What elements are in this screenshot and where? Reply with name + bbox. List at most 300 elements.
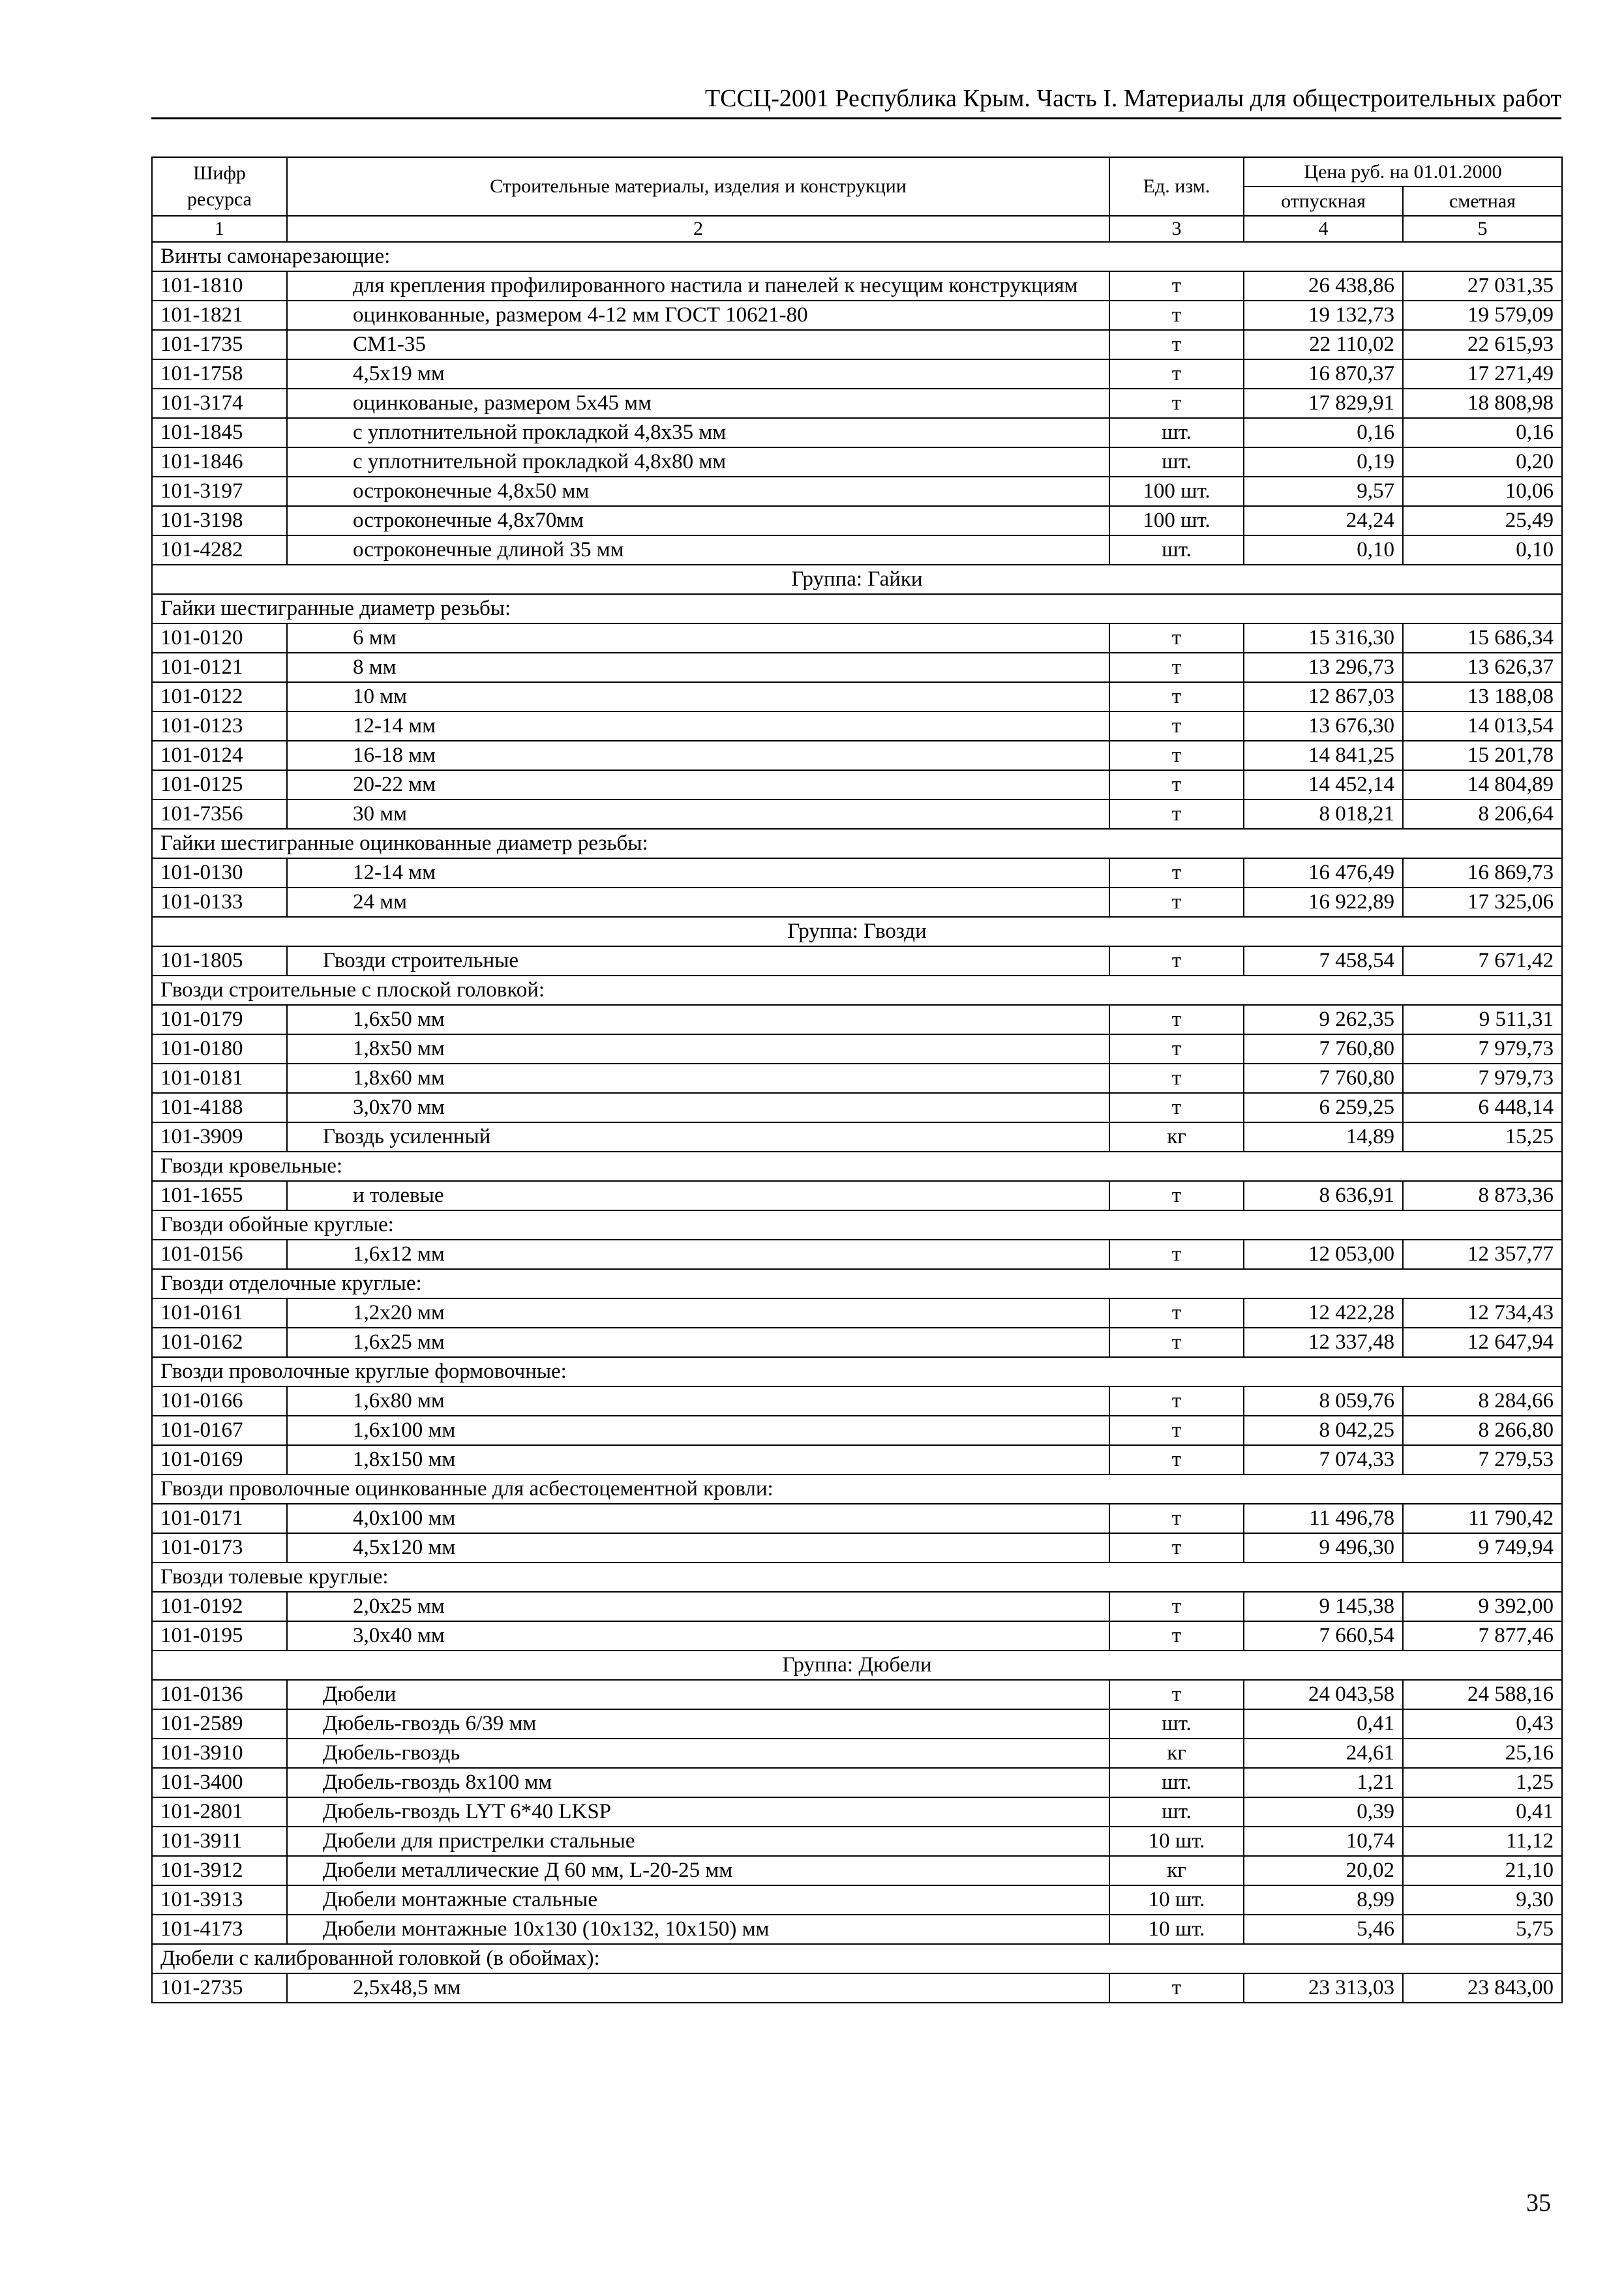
subgroup-title: Гвозди отделочные круглые: [152, 1269, 1562, 1298]
estimate-price: 23 843,00 [1403, 1973, 1562, 2003]
material-name: 1,6х80 мм [287, 1386, 1109, 1416]
release-price: 8 059,76 [1244, 1386, 1403, 1416]
material-name: 2,5х48,5 мм [287, 1973, 1109, 2003]
page-header: ТССЦ-2001 Республика Крым. Часть I. Материалы для общестроительных работ [704, 85, 1561, 112]
table-row [152, 741, 1562, 770]
release-price: 13 676,30 [1244, 711, 1403, 741]
material-name: 10 мм [287, 682, 1109, 711]
unit-cell: 100 шт. [1109, 477, 1244, 506]
estimate-price: 5,75 [1403, 1915, 1562, 1944]
material-name: оцинкованные, размером 4-12 мм ГОСТ 10621-80 [287, 301, 1109, 330]
resource-code: 101-0161 [152, 1298, 287, 1328]
material-name: 1,6х50 мм [287, 1005, 1109, 1034]
resource-code: 101-2735 [152, 1973, 287, 2003]
estimate-price: 10,06 [1403, 477, 1562, 506]
resource-code: 101-0173 [152, 1533, 287, 1563]
resource-code: 101-2589 [152, 1709, 287, 1739]
estimate-price: 8 266,80 [1403, 1416, 1562, 1445]
col-number: 5 [1403, 216, 1562, 242]
unit-cell: 100 шт. [1109, 506, 1244, 535]
release-price: 16 922,89 [1244, 888, 1403, 917]
material-name: 6 мм [287, 623, 1109, 653]
release-price: 14 841,25 [1244, 741, 1403, 770]
resource-code: 101-0122 [152, 682, 287, 711]
table-row [152, 1181, 1562, 1210]
col-header-unit: Ед. изм. [1109, 157, 1244, 216]
release-price: 22 110,02 [1244, 330, 1403, 359]
estimate-price: 12 734,43 [1403, 1298, 1562, 1328]
unit-cell: т [1109, 623, 1244, 653]
material-name: 24 мм [287, 888, 1109, 917]
resource-code: 101-0120 [152, 623, 287, 653]
unit-cell: т [1109, 330, 1244, 359]
table-row [152, 1386, 1562, 1416]
material-name: Дюбели для пристрелки стальные [287, 1827, 1109, 1856]
release-price: 12 337,48 [1244, 1328, 1403, 1357]
table-row [152, 1797, 1562, 1827]
release-price: 6 259,25 [1244, 1093, 1403, 1122]
unit-cell: т [1109, 711, 1244, 741]
table-row [152, 359, 1562, 389]
estimate-price: 12 357,77 [1403, 1240, 1562, 1269]
col-header-release: отпускная [1244, 187, 1403, 216]
subgroup-row [152, 829, 1562, 858]
release-price: 24,61 [1244, 1739, 1403, 1768]
price-table [151, 157, 1563, 2003]
material-name: с уплотнительной прокладкой 4,8х80 мм [287, 447, 1109, 477]
material-name: 20-22 мм [287, 770, 1109, 800]
table-row [152, 1093, 1562, 1122]
unit-cell: т [1109, 741, 1244, 770]
table-row [152, 1122, 1562, 1152]
estimate-price: 25,49 [1403, 506, 1562, 535]
unit-cell: т [1109, 1533, 1244, 1563]
estimate-price: 9 511,31 [1403, 1005, 1562, 1034]
unit-cell: 10 шт. [1109, 1885, 1244, 1915]
unit-cell: кг [1109, 1856, 1244, 1885]
resource-code: 101-0133 [152, 888, 287, 917]
unit-cell: т [1109, 1680, 1244, 1709]
release-price: 9 496,30 [1244, 1533, 1403, 1563]
material-name: остроконечные длиной 35 мм [287, 535, 1109, 565]
subgroup-row [152, 1269, 1562, 1298]
unit-cell: т [1109, 653, 1244, 682]
subgroup-title: Гайки шестигранные диаметр резьбы: [152, 594, 1562, 623]
material-name: 1,8х50 мм [287, 1034, 1109, 1064]
release-price: 1,21 [1244, 1768, 1403, 1797]
estimate-price: 12 647,94 [1403, 1328, 1562, 1357]
subgroup-row [152, 1357, 1562, 1386]
unit-cell: т [1109, 1973, 1244, 2003]
table-row [152, 800, 1562, 829]
resource-code: 101-3909 [152, 1122, 287, 1152]
col-header-price: Цена руб. на 01.01.2000 [1244, 157, 1562, 187]
material-name: 12-14 мм [287, 858, 1109, 888]
estimate-price: 21,10 [1403, 1856, 1562, 1885]
release-price: 20,02 [1244, 1856, 1403, 1885]
subgroup-title: Гвозди строительные с плоской головкой: [152, 976, 1562, 1005]
resource-code: 101-0167 [152, 1416, 287, 1445]
estimate-price: 8 284,66 [1403, 1386, 1562, 1416]
col-number: 3 [1109, 216, 1244, 242]
unit-cell: шт. [1109, 418, 1244, 447]
table-row [152, 1856, 1562, 1885]
release-price: 26 438,86 [1244, 271, 1403, 301]
material-name: Дюбель-гвоздь LYT 6*40 LKSP [287, 1797, 1109, 1827]
release-price: 7 760,80 [1244, 1064, 1403, 1093]
subgroup-row [152, 1210, 1562, 1240]
resource-code: 101-1758 [152, 359, 287, 389]
material-name: 4,0х100 мм [287, 1504, 1109, 1533]
release-price: 9,57 [1244, 477, 1403, 506]
unit-cell: шт. [1109, 447, 1244, 477]
estimate-price: 7 279,53 [1403, 1445, 1562, 1474]
table-row [152, 330, 1562, 359]
subgroup-title: Винты самонарезающие: [152, 242, 1562, 271]
unit-cell: 10 шт. [1109, 1915, 1244, 1944]
resource-code: 101-1655 [152, 1181, 287, 1210]
table-row [152, 271, 1562, 301]
unit-cell: шт. [1109, 1768, 1244, 1797]
estimate-price: 16 869,73 [1403, 858, 1562, 888]
unit-cell: т [1109, 1181, 1244, 1210]
unit-cell: т [1109, 301, 1244, 330]
material-name: Гвоздь усиленный [287, 1122, 1109, 1152]
material-name: 1,2х20 мм [287, 1298, 1109, 1328]
table-row [152, 1592, 1562, 1621]
material-name: 3,0х40 мм [287, 1621, 1109, 1651]
release-price: 8 042,25 [1244, 1416, 1403, 1445]
estimate-price: 13 626,37 [1403, 653, 1562, 682]
table-row [152, 535, 1562, 565]
resource-code: 101-0136 [152, 1680, 287, 1709]
release-price: 24 043,58 [1244, 1680, 1403, 1709]
subgroup-title: Гвозди кровельные: [152, 1152, 1562, 1181]
estimate-price: 24 588,16 [1403, 1680, 1562, 1709]
material-name: остроконечные 4,8х50 мм [287, 477, 1109, 506]
unit-cell: т [1109, 1093, 1244, 1122]
material-name: остроконечные 4,8х70мм [287, 506, 1109, 535]
resource-code: 101-3197 [152, 477, 287, 506]
resource-code: 101-3911 [152, 1827, 287, 1856]
resource-code: 101-0192 [152, 1592, 287, 1621]
release-price: 16 870,37 [1244, 359, 1403, 389]
subgroup-title: Гвозди проволочные круглые формовочные: [152, 1357, 1562, 1386]
material-name: Дюбели металлические Д 60 мм, L-20-25 мм [287, 1856, 1109, 1885]
table-row [152, 1504, 1562, 1533]
material-name: 1,6х100 мм [287, 1416, 1109, 1445]
col-header-code: Шифр ресурса [152, 157, 287, 216]
estimate-price: 9 749,94 [1403, 1533, 1562, 1563]
table-row [152, 682, 1562, 711]
resource-code: 101-0181 [152, 1064, 287, 1093]
table-row [152, 1709, 1562, 1739]
estimate-price: 11,12 [1403, 1827, 1562, 1856]
table-row [152, 1768, 1562, 1797]
table-row [152, 1005, 1562, 1034]
table-row [152, 506, 1562, 535]
table-row [152, 1445, 1562, 1474]
resource-code: 101-4188 [152, 1093, 287, 1122]
estimate-price: 14 013,54 [1403, 711, 1562, 741]
header-rule [151, 117, 1561, 119]
estimate-price: 7 671,42 [1403, 946, 1562, 976]
release-price: 0,41 [1244, 1709, 1403, 1739]
table-row [152, 1827, 1562, 1856]
release-price: 9 262,35 [1244, 1005, 1403, 1034]
table-row [152, 1328, 1562, 1357]
release-price: 11 496,78 [1244, 1504, 1403, 1533]
material-name: Дюбель-гвоздь 6/39 мм [287, 1709, 1109, 1739]
resource-code: 101-4282 [152, 535, 287, 565]
resource-code: 101-4173 [152, 1915, 287, 1944]
estimate-price: 15 686,34 [1403, 623, 1562, 653]
material-name: 4,5х120 мм [287, 1533, 1109, 1563]
table-row [152, 1034, 1562, 1064]
group-title: Группа: Гвозди [152, 917, 1562, 946]
release-price: 14,89 [1244, 1122, 1403, 1152]
release-price: 13 296,73 [1244, 653, 1403, 682]
estimate-price: 15 201,78 [1403, 741, 1562, 770]
material-name: 12-14 мм [287, 711, 1109, 741]
resource-code: 101-3913 [152, 1885, 287, 1915]
material-name: Гвозди строительные [287, 946, 1109, 976]
unit-cell: т [1109, 1445, 1244, 1474]
unit-cell: шт. [1109, 1797, 1244, 1827]
material-name: Дюбель-гвоздь [287, 1739, 1109, 1768]
group-title: Группа: Дюбели [152, 1651, 1562, 1680]
unit-cell: т [1109, 770, 1244, 800]
resource-code: 101-0125 [152, 770, 287, 800]
release-price: 14 452,14 [1244, 770, 1403, 800]
material-name: 4,5х19 мм [287, 359, 1109, 389]
release-price: 23 313,03 [1244, 1973, 1403, 2003]
unit-cell: т [1109, 1298, 1244, 1328]
resource-code: 101-1845 [152, 418, 287, 447]
release-price: 0,16 [1244, 418, 1403, 447]
release-price: 5,46 [1244, 1915, 1403, 1944]
resource-code: 101-0123 [152, 711, 287, 741]
release-price: 0,10 [1244, 535, 1403, 565]
table-row [152, 623, 1562, 653]
material-name: 2,0х25 мм [287, 1592, 1109, 1621]
release-price: 24,24 [1244, 506, 1403, 535]
release-price: 7 660,54 [1244, 1621, 1403, 1651]
resource-code: 101-1821 [152, 301, 287, 330]
group-row [152, 565, 1562, 594]
release-price: 10,74 [1244, 1827, 1403, 1856]
resource-code: 101-0166 [152, 1386, 287, 1416]
table-row [152, 1621, 1562, 1651]
material-name: 8 мм [287, 653, 1109, 682]
unit-cell: т [1109, 389, 1244, 418]
release-price: 8 636,91 [1244, 1181, 1403, 1210]
estimate-price: 8 873,36 [1403, 1181, 1562, 1210]
release-price: 0,39 [1244, 1797, 1403, 1827]
subgroup-row [152, 242, 1562, 271]
estimate-price: 1,25 [1403, 1768, 1562, 1797]
estimate-price: 7 877,46 [1403, 1621, 1562, 1651]
resource-code: 101-0171 [152, 1504, 287, 1533]
estimate-price: 17 271,49 [1403, 359, 1562, 389]
unit-cell: т [1109, 1416, 1244, 1445]
resource-code: 101-0130 [152, 858, 287, 888]
unit-cell: 10 шт. [1109, 1827, 1244, 1856]
unit-cell: т [1109, 1034, 1244, 1064]
material-name: Дюбели монтажные стальные [287, 1885, 1109, 1915]
resource-code: 101-0180 [152, 1034, 287, 1064]
unit-cell: кг [1109, 1122, 1244, 1152]
estimate-price: 7 979,73 [1403, 1034, 1562, 1064]
group-row [152, 917, 1562, 946]
subgroup-title: Гайки шестигранные оцинкованные диаметр резьбы: [152, 829, 1562, 858]
subgroup-title: Гвозди обойные круглые: [152, 1210, 1562, 1240]
resource-code: 101-3912 [152, 1856, 287, 1885]
resource-code: 101-1846 [152, 447, 287, 477]
table-row [152, 653, 1562, 682]
resource-code: 101-2801 [152, 1797, 287, 1827]
unit-cell: т [1109, 946, 1244, 976]
subgroup-row [152, 1944, 1562, 1973]
estimate-price: 25,16 [1403, 1739, 1562, 1768]
estimate-price: 14 804,89 [1403, 770, 1562, 800]
unit-cell: т [1109, 359, 1244, 389]
release-price: 0,19 [1244, 447, 1403, 477]
resource-code: 101-7356 [152, 800, 287, 829]
release-price: 19 132,73 [1244, 301, 1403, 330]
unit-cell: т [1109, 682, 1244, 711]
unit-cell: т [1109, 1504, 1244, 1533]
release-price: 8,99 [1244, 1885, 1403, 1915]
estimate-price: 9 392,00 [1403, 1592, 1562, 1621]
release-price: 9 145,38 [1244, 1592, 1403, 1621]
material-name: Дюбель-гвоздь 8х100 мм [287, 1768, 1109, 1797]
estimate-price: 0,43 [1403, 1709, 1562, 1739]
table-row [152, 389, 1562, 418]
material-name: Дюбели [287, 1680, 1109, 1709]
release-price: 12 867,03 [1244, 682, 1403, 711]
estimate-price: 15,25 [1403, 1122, 1562, 1152]
unit-cell: т [1109, 800, 1244, 829]
unit-cell: т [1109, 1592, 1244, 1621]
estimate-price: 7 979,73 [1403, 1064, 1562, 1093]
resource-code: 101-3174 [152, 389, 287, 418]
table-header [152, 157, 1562, 242]
resource-code: 101-0169 [152, 1445, 287, 1474]
estimate-price: 0,16 [1403, 418, 1562, 447]
estimate-price: 17 325,06 [1403, 888, 1562, 917]
table-row [152, 1416, 1562, 1445]
subgroup-row [152, 1563, 1562, 1592]
subgroup-row [152, 1474, 1562, 1504]
estimate-price: 8 206,64 [1403, 800, 1562, 829]
table-row [152, 1533, 1562, 1563]
resource-code: 101-0156 [152, 1240, 287, 1269]
page-number: 35 [1526, 2189, 1551, 2217]
unit-cell: шт. [1109, 1709, 1244, 1739]
material-name: Дюбели монтажные 10х130 (10х132, 10х150) мм [287, 1915, 1109, 1944]
table-row [152, 1915, 1562, 1944]
material-name: 3,0х70 мм [287, 1093, 1109, 1122]
resource-code: 101-0179 [152, 1005, 287, 1034]
table-row [152, 858, 1562, 888]
unit-cell: т [1109, 1005, 1244, 1034]
col-number: 2 [287, 216, 1109, 242]
material-name: и толевые [287, 1181, 1109, 1210]
unit-cell: т [1109, 1621, 1244, 1651]
estimate-price: 18 808,98 [1403, 389, 1562, 418]
material-name: 1,8х150 мм [287, 1445, 1109, 1474]
material-name: с уплотнительной прокладкой 4,8х35 мм [287, 418, 1109, 447]
resource-code: 101-3910 [152, 1739, 287, 1768]
resource-code: 101-0121 [152, 653, 287, 682]
group-row [152, 1651, 1562, 1680]
resource-code: 101-1805 [152, 946, 287, 976]
table-row [152, 1973, 1562, 2003]
release-price: 12 053,00 [1244, 1240, 1403, 1269]
table-row [152, 946, 1562, 976]
estimate-price: 0,10 [1403, 535, 1562, 565]
resource-code: 101-1735 [152, 330, 287, 359]
resource-code: 101-0195 [152, 1621, 287, 1651]
subgroup-title: Дюбели с калиброванной головкой (в обоймах): [152, 1944, 1562, 1973]
release-price: 8 018,21 [1244, 800, 1403, 829]
release-price: 15 316,30 [1244, 623, 1403, 653]
material-name: 1,6х12 мм [287, 1240, 1109, 1269]
estimate-price: 27 031,35 [1403, 271, 1562, 301]
unit-cell: шт. [1109, 535, 1244, 565]
col-number: 1 [152, 216, 287, 242]
table-row [152, 1240, 1562, 1269]
unit-cell: т [1109, 888, 1244, 917]
release-price: 7 458,54 [1244, 946, 1403, 976]
unit-cell: т [1109, 1240, 1244, 1269]
estimate-price: 0,20 [1403, 447, 1562, 477]
resource-code: 101-3198 [152, 506, 287, 535]
material-name: СМ1-35 [287, 330, 1109, 359]
unit-cell: кг [1109, 1739, 1244, 1768]
estimate-price: 19 579,09 [1403, 301, 1562, 330]
release-price: 7 074,33 [1244, 1445, 1403, 1474]
table-row [152, 477, 1562, 506]
table-row [152, 770, 1562, 800]
unit-cell: т [1109, 1064, 1244, 1093]
table-row [152, 1885, 1562, 1915]
table-row [152, 1064, 1562, 1093]
release-price: 7 760,80 [1244, 1034, 1403, 1064]
table-row [152, 418, 1562, 447]
subgroup-row [152, 594, 1562, 623]
release-price: 17 829,91 [1244, 389, 1403, 418]
release-price: 12 422,28 [1244, 1298, 1403, 1328]
estimate-price: 0,41 [1403, 1797, 1562, 1827]
unit-cell: т [1109, 1386, 1244, 1416]
table-body [152, 242, 1562, 2003]
col-header-name: Строительные материалы, изделия и конструкции [287, 157, 1109, 216]
table-row [152, 711, 1562, 741]
table-row [152, 888, 1562, 917]
material-name: оцинкованые, размером 5х45 мм [287, 389, 1109, 418]
col-number: 4 [1244, 216, 1403, 242]
table-row [152, 1680, 1562, 1709]
estimate-price: 22 615,93 [1403, 330, 1562, 359]
estimate-price: 13 188,08 [1403, 682, 1562, 711]
group-title: Группа: Гайки [152, 565, 1562, 594]
col-header-estimate: сметная [1403, 187, 1562, 216]
material-name: 30 мм [287, 800, 1109, 829]
table-row [152, 301, 1562, 330]
unit-cell: т [1109, 1328, 1244, 1357]
